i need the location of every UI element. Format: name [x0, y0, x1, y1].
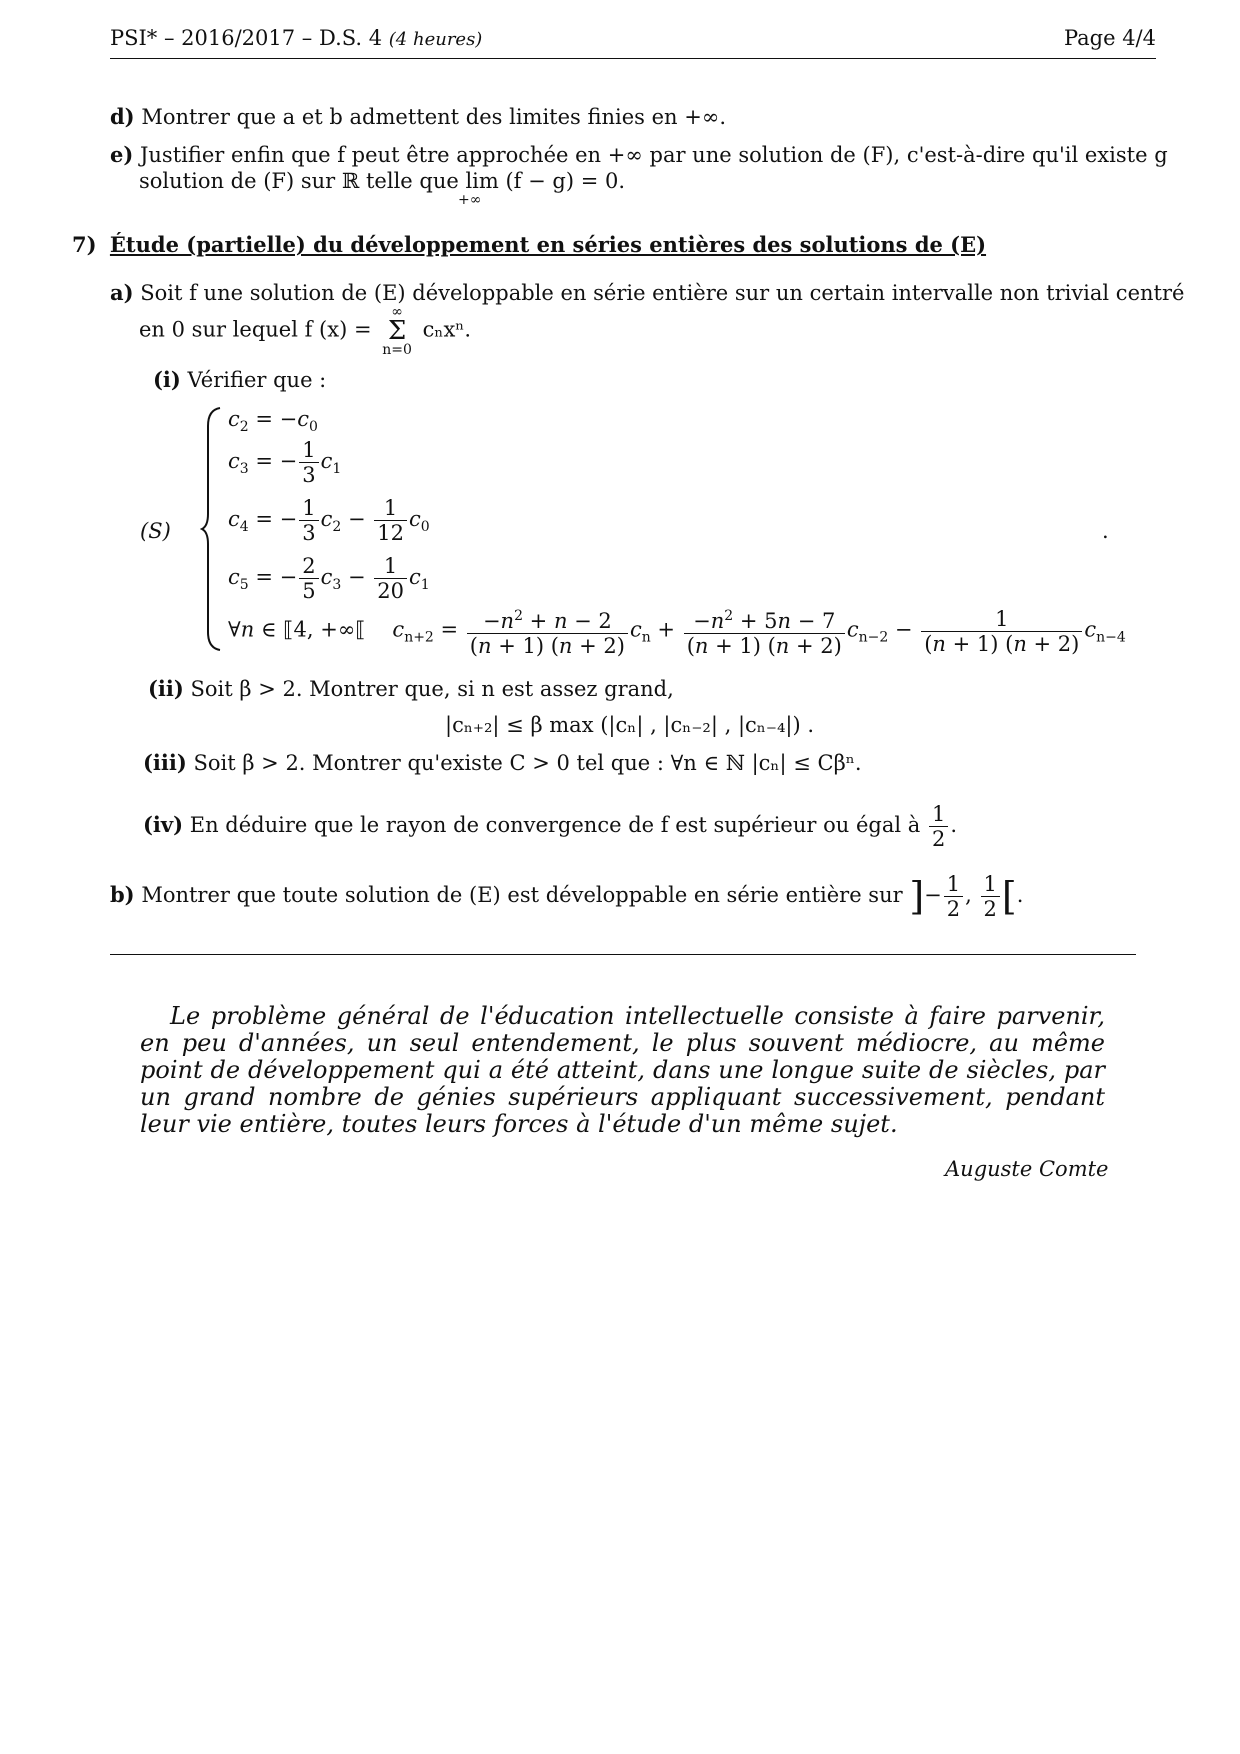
- question-7a-line2: en 0 sur lequel f (x) = ∞ Σ n=0 cₙxⁿ.: [139, 304, 472, 358]
- system-period: .: [1102, 519, 1109, 543]
- header-title: PSI* – 2016/2017 – D.S. 4 (4 heures): [110, 26, 483, 50]
- equation-c3: $c_3$ = − $\frac{1}{3}$ $c_1$: [228, 438, 342, 487]
- question-7b: b) Montrer que toute solution de (E) est développable en série entière sur ]− $\frac{1}{2}$ , $\frac{1}{2}$ [.: [110, 872, 1024, 921]
- inequality-ii: |cₙ₊₂| ≤ β max (|cₙ| , |cₙ₋₂| , |cₙ₋₄|) .: [445, 713, 814, 737]
- section-7-heading: 7) Étude (partielle) du développement en séries entières des solutions de (E): [72, 232, 987, 257]
- closing-quote: Le problème général de l'éducation intellectuelle consiste à faire parvenir, en peu d'années, un seul entendement, le plus souvent médiocre, au même point de développement qui a été atteint, dans une longue suite de siècles, par un grand nombre de génies supérieurs appliquant successivement, pendant leur vie entière, toutes leurs forces à l'étude d'un même sujet.: [140, 1002, 1105, 1138]
- sum-symbol: ∞ Σ n=0: [382, 304, 412, 358]
- question-7a: a) Soit f une solution de (E) développable en série entière sur un certain intervalle non trivial centré: [110, 280, 1185, 305]
- equation-c5: $c_5$ = − $\frac{2}{5}$ $c_3$ − $\frac{1}{20}$ $c_1$: [228, 554, 430, 603]
- page-number: Page 4/4: [1063, 26, 1156, 50]
- equation-c2: $c_2 = -c_0$: [228, 407, 318, 436]
- question-7a-i: (i) Vérifier que :: [153, 367, 327, 392]
- equation-recurrence: ∀n ∈ ⟦4, +∞⟦ $c_{n+2}$ = $\frac{-n^2 + n - 2}{(n + 1) (n + 2)}$ $c_n$ + $\frac{-n^2 + 5n - 7}{(n + 1) (n + 2)}$ $c_{n-2}$ − $\frac{1}{(n + 1) (n + 2)}$ $c_{n-4}$: [228, 604, 1126, 658]
- question-7a-iv: (iv) En déduire que le rayon de convergence de f est supérieur ou égal à $\frac{1}{2}$ .: [143, 802, 957, 851]
- separator-rule: [110, 954, 1136, 955]
- question-d: d) Montrer que a et b admettent des limites finies en +∞.: [110, 104, 727, 129]
- question-e: e) Justifier enfin que f peut être approchée en +∞ par une solution de (F), c'est-à-dire qu'il existe g: [110, 142, 1168, 167]
- system-brace: [200, 406, 224, 652]
- lim-subscript: +∞: [458, 192, 482, 208]
- question-7a-ii: (ii) Soit β > 2. Montrer que, si n est assez grand,: [148, 676, 674, 701]
- system-label: (S): [140, 519, 171, 543]
- page-header: [110, 24, 1156, 59]
- quote-author: Auguste Comte: [945, 1157, 1109, 1181]
- question-e-line2: solution de (F) sur ℝ telle que lim (f − g) = 0.: [139, 169, 626, 193]
- question-7a-iii: (iii) Soit β > 2. Montrer qu'existe C > 0 tel que : ∀n ∈ ℕ |cₙ| ≤ Cβⁿ.: [143, 750, 862, 775]
- equation-c4: $c_4$ = − $\frac{1}{3}$ $c_2$ − $\frac{1}{12}$ $c_0$: [228, 496, 430, 545]
